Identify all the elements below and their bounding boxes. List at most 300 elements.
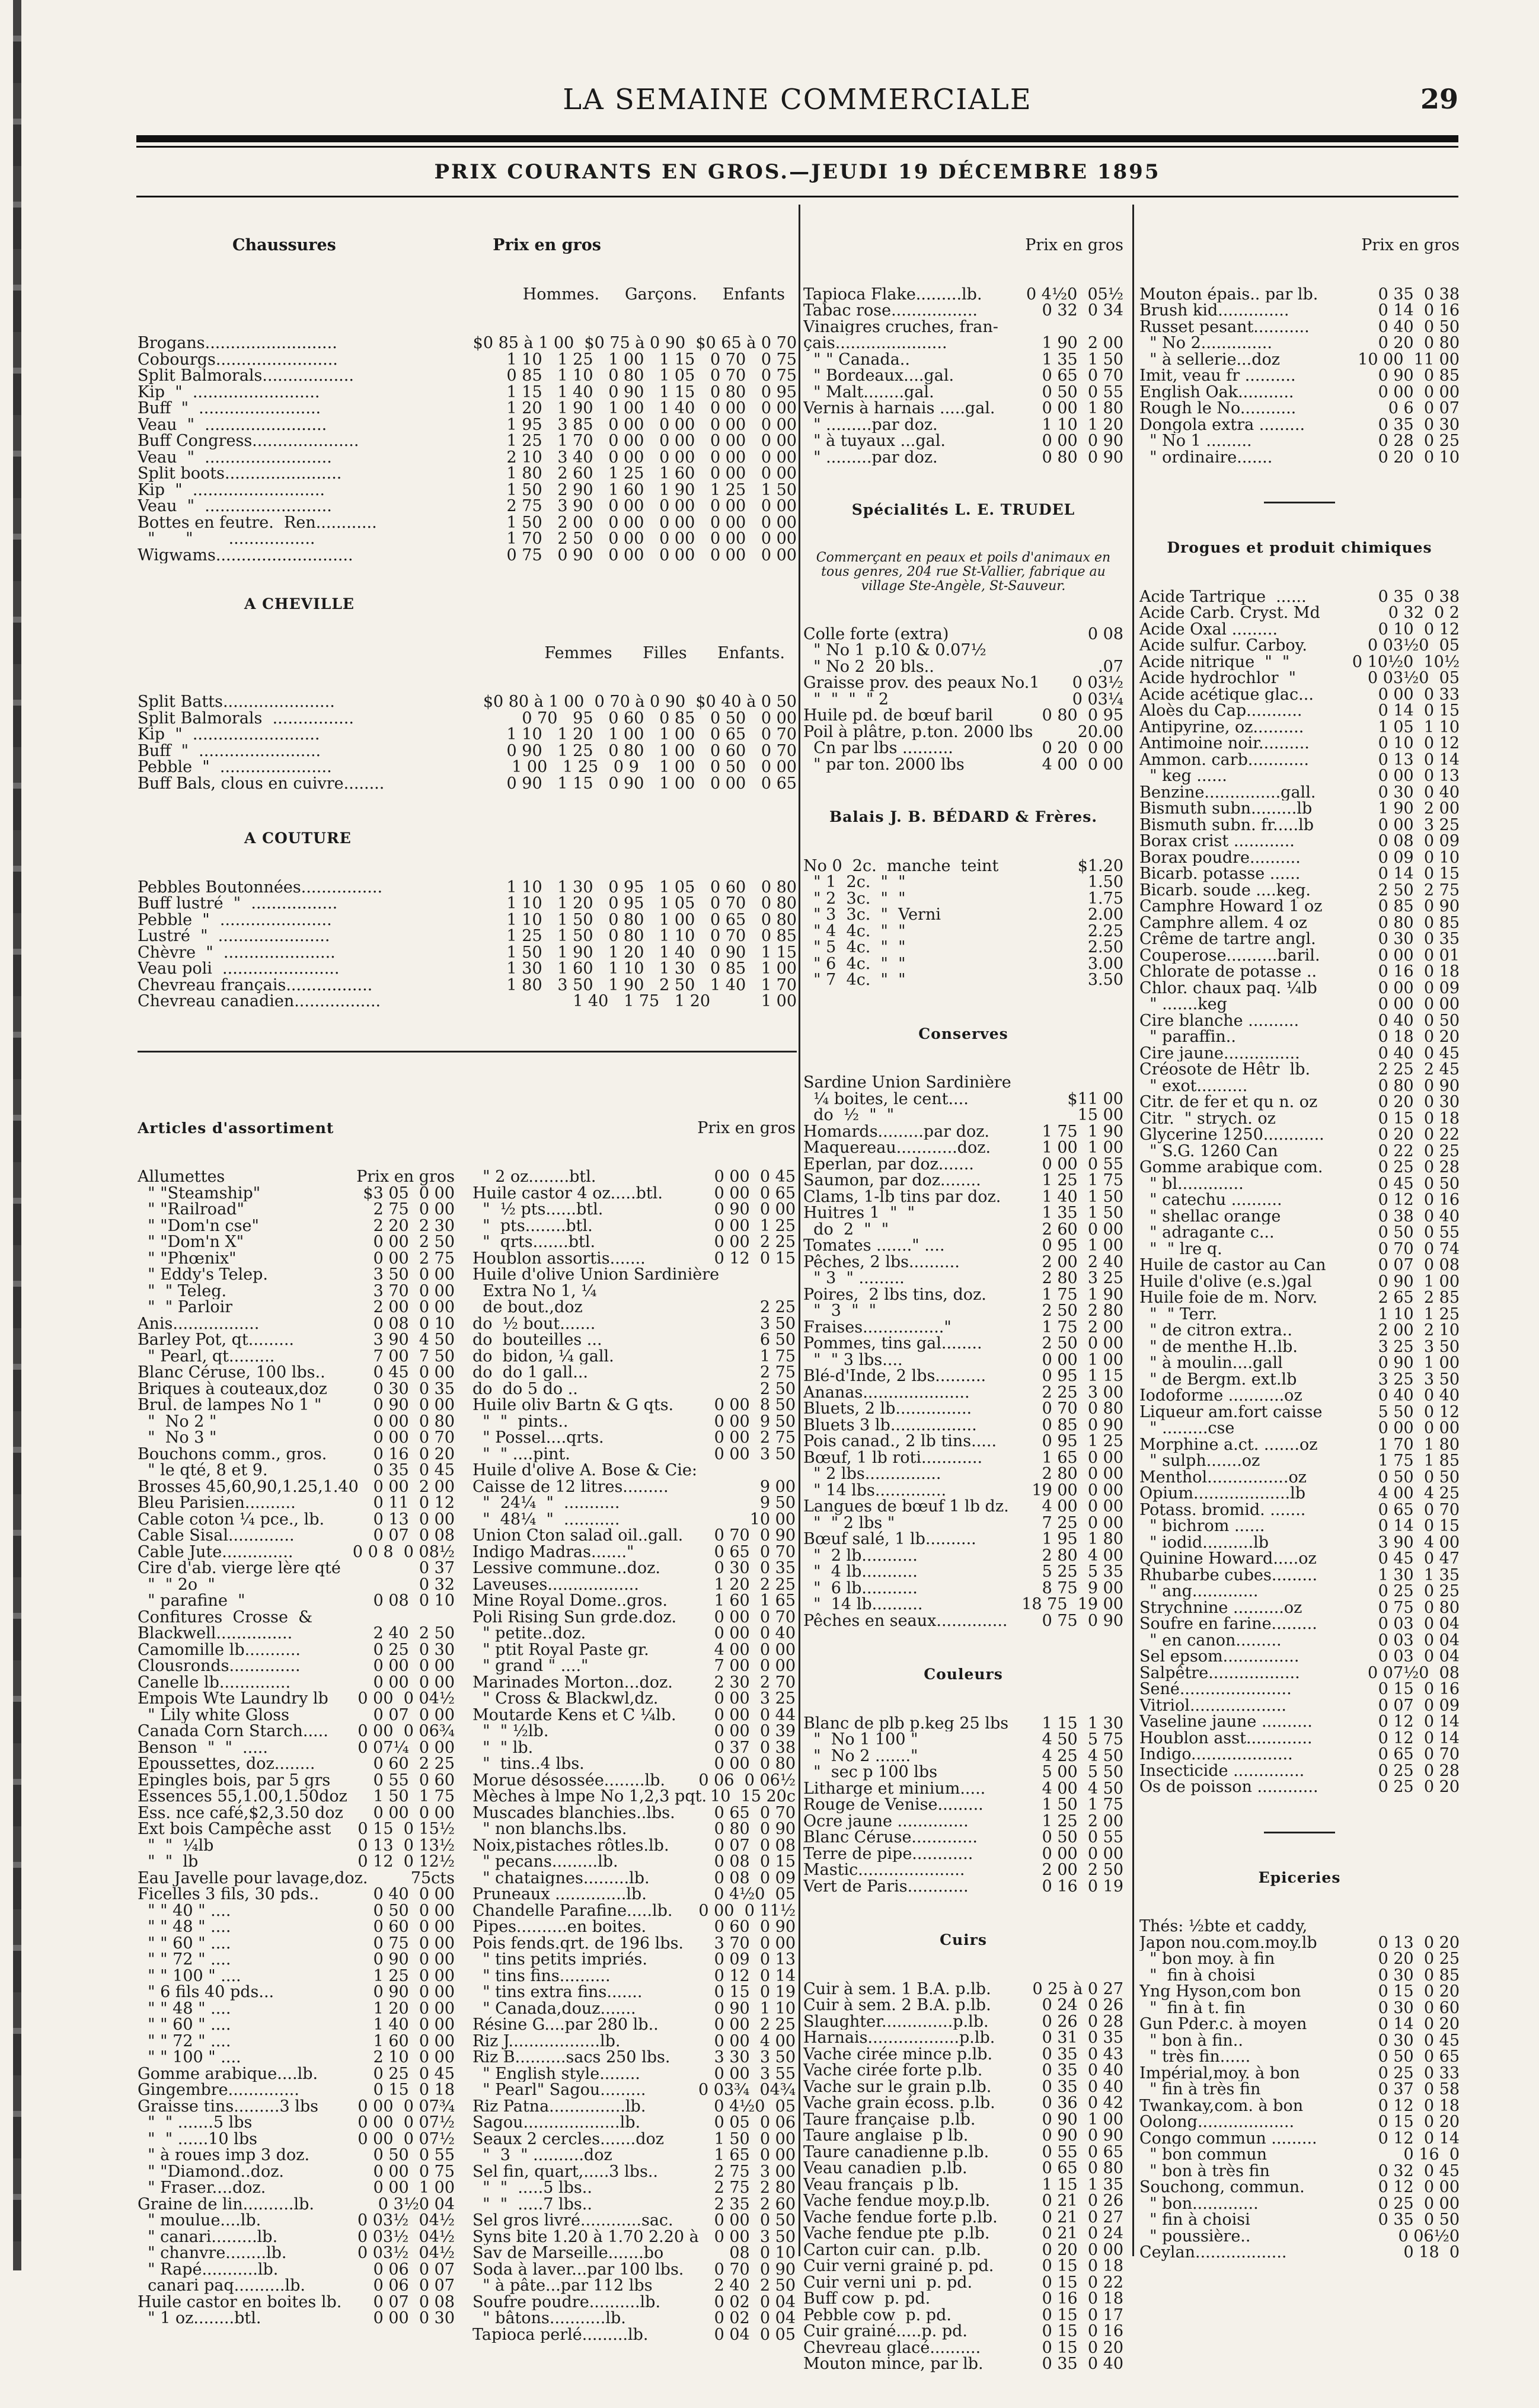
price-row bbox=[803, 2046, 1123, 2063]
item-name: do bidon, ¼ gall. bbox=[472, 1348, 614, 1364]
price-row bbox=[803, 2177, 1123, 2193]
item-name: Canelle lb.............. bbox=[138, 1674, 291, 1691]
item-name: Bluets 3 lb................. bbox=[803, 1417, 977, 1433]
price-row bbox=[803, 1221, 1123, 1238]
item-price: 0 6 0 07 bbox=[1388, 399, 1460, 417]
item-price: 1.50 bbox=[1087, 873, 1123, 891]
price-row bbox=[138, 945, 797, 961]
price-row bbox=[472, 2098, 796, 2115]
item-name: " Malt........gal. bbox=[803, 384, 934, 400]
item-name: " 3 " ..........doz bbox=[472, 2147, 612, 2164]
item-name: Veau " ......................... bbox=[138, 449, 332, 465]
item-name: " fin à très fin bbox=[1139, 2081, 1261, 2098]
item-name: Extra No 1, ¼ bbox=[472, 1283, 597, 1299]
price-row bbox=[138, 2001, 455, 2017]
price-row bbox=[1139, 687, 1460, 703]
item-name: " " pints.. bbox=[472, 1413, 569, 1430]
item-price: 0 90 0 85 bbox=[1378, 366, 1460, 385]
item-name: " " .......5 lbs bbox=[138, 2114, 253, 2131]
item-name: " " ½lb. bbox=[472, 1723, 549, 1740]
item-price: 0 80 0 85 bbox=[1378, 913, 1460, 932]
item-price: 2 25 bbox=[759, 1298, 796, 1316]
item-price: 0 00 0 07½ bbox=[357, 2129, 455, 2148]
item-name: Bismuth subn.........lb bbox=[1139, 800, 1313, 817]
price-row bbox=[138, 1446, 455, 1463]
item-price: 0 55 0 65 bbox=[1042, 2142, 1123, 2161]
item-price: 1 90 2 00 bbox=[1042, 334, 1123, 352]
item-price: 4 00 4 50 bbox=[1042, 1779, 1123, 1798]
item-price: 0 14 0 16 bbox=[1378, 301, 1460, 320]
price-row bbox=[1139, 1306, 1460, 1323]
price-row bbox=[803, 1548, 1123, 1564]
item-name: Anis................. bbox=[138, 1315, 260, 1332]
item-price: 0 09 0 13 bbox=[714, 1950, 796, 1969]
item-name: Slaughter..............p.lb. bbox=[803, 2013, 989, 2030]
item-name: " 6 fils 40 pds... bbox=[138, 1984, 274, 2001]
item-price: 0 90 0 90 bbox=[1042, 2126, 1123, 2145]
trudel-description: Commerçant en peaux et poils d'animaux en tous genres, 204 rue St-Vallier, fabrique au village Ste-Angèle, St-Sauveur. bbox=[816, 550, 1111, 594]
item-name: " en canon......... bbox=[1139, 1632, 1282, 1648]
item-name: " de Bergm. ext.lb bbox=[1139, 1371, 1297, 1388]
item-name: Buff " ........................ bbox=[138, 742, 321, 759]
item-name: " " ......10 lbs bbox=[138, 2130, 257, 2147]
item-name: " moulue....lb. bbox=[138, 2212, 261, 2229]
item-price: 1 10 1 20 bbox=[1042, 415, 1123, 434]
price-row bbox=[472, 1919, 796, 1935]
price-row bbox=[1139, 1013, 1460, 1029]
price-row bbox=[1139, 719, 1460, 736]
item-name: Poli Rising Sun grde.doz. bbox=[472, 1609, 677, 1625]
price-row bbox=[1139, 1437, 1460, 1453]
price-row bbox=[803, 2144, 1123, 2161]
item-price: 0 12 0 12½ bbox=[357, 1852, 455, 1871]
item-name: Mouton épais.. par lb. bbox=[1139, 286, 1318, 302]
item-price: 0 80 0 90 bbox=[1042, 448, 1123, 467]
chaussures-title: Chaussures bbox=[232, 236, 336, 254]
item-name: Cuir verni grainé p. pd. bbox=[803, 2258, 994, 2275]
item-name: " 48¼ " ........... bbox=[472, 1511, 620, 1527]
item-price: 2 50 0 00 bbox=[1042, 1334, 1123, 1353]
item-name: Pebble " ...................... bbox=[138, 911, 332, 928]
price-row bbox=[1139, 352, 1460, 368]
binding-edge bbox=[13, 0, 21, 2270]
price-row bbox=[1139, 931, 1460, 948]
item-price: 0 22 0 25 bbox=[1378, 1141, 1460, 1160]
item-price: 2 00 2 50 bbox=[1042, 1861, 1123, 1879]
item-name: Langues de bœuf 1 lb dz. bbox=[803, 1498, 1009, 1515]
item-name: Strychnine ..........oz bbox=[1139, 1599, 1302, 1616]
price-row bbox=[1139, 768, 1460, 784]
item-name: Kip " ......................... bbox=[138, 726, 320, 743]
price-row bbox=[1139, 1746, 1460, 1763]
item-name: Chèvre " ...................... bbox=[138, 944, 336, 961]
item-price: 2 80 3 25 bbox=[1042, 1269, 1123, 1287]
item-price: 0 40 0 40 bbox=[1378, 1386, 1460, 1405]
price-row bbox=[472, 1511, 796, 1528]
price-row bbox=[138, 1675, 455, 1691]
item-name: " à tuyaux ...gal. bbox=[803, 433, 946, 449]
price-row bbox=[803, 1385, 1123, 1401]
item-price: 0 25 0 20 bbox=[1378, 1778, 1460, 1796]
item-price: 0 35 0 40 bbox=[1042, 2061, 1123, 2080]
item-name: Camomille lb........... bbox=[138, 1641, 301, 1658]
item-price: 0 00 3 50 bbox=[714, 2227, 796, 2246]
item-name: Veau français p lb. bbox=[803, 2176, 959, 2193]
item-name: Buff lustré " ................. bbox=[138, 895, 338, 912]
item-price: 1 20 1 90 1 00 1 40 0 00 0 00 bbox=[506, 399, 797, 417]
item-name: Taure canadienne p.lb. bbox=[803, 2144, 989, 2160]
item-name: " "Steamship" bbox=[138, 1185, 261, 1201]
item-name: Tabac rose................. bbox=[803, 302, 978, 319]
item-price: 0 13 0 13½ bbox=[357, 1836, 455, 1855]
price-row bbox=[138, 1267, 455, 1283]
item-price: 0 00 2 00 bbox=[373, 1477, 455, 1496]
item-name: Pêches en seaux.............. bbox=[803, 1612, 1008, 1629]
item-price: 0 03½ 04½ bbox=[357, 2244, 455, 2262]
item-price: 0 00 0 00 bbox=[1042, 1844, 1123, 1863]
item-name: " " 72 " .... bbox=[138, 1951, 231, 1968]
price-row bbox=[138, 384, 797, 401]
price-row bbox=[803, 352, 1123, 368]
price-row bbox=[472, 1951, 796, 1968]
item-price: 0 50 0 55 bbox=[373, 2146, 455, 2164]
item-price: 0 00 0 44 bbox=[714, 1705, 796, 1724]
price-row bbox=[1139, 417, 1460, 433]
price-row bbox=[1139, 433, 1460, 449]
item-name: Pommes, tins gal........ bbox=[803, 1335, 982, 1352]
price-row bbox=[803, 691, 1123, 708]
item-price: 0 00 0 75 bbox=[373, 2162, 455, 2181]
price-row bbox=[1139, 1094, 1460, 1111]
price-row bbox=[138, 1625, 455, 1642]
item-price: 0 90 0 00 bbox=[373, 1950, 455, 1969]
price-row bbox=[138, 1234, 455, 1251]
price-row bbox=[803, 1303, 1123, 1319]
chaussures-table bbox=[138, 335, 797, 563]
price-row bbox=[138, 1316, 455, 1332]
item-name: Chevreau glacé.......... bbox=[803, 2339, 981, 2356]
item-name: " " ¼lb bbox=[138, 1837, 214, 1854]
item-price: $11 00 bbox=[1067, 1089, 1123, 1108]
price-row bbox=[803, 2095, 1123, 2112]
item-name: Résine G....par 280 lb.. bbox=[472, 2017, 659, 2033]
conserves-heading: Conserves bbox=[918, 1025, 1008, 1042]
item-name: Vache fendue moy.p.lb. bbox=[803, 2193, 991, 2209]
price-row bbox=[1139, 915, 1460, 932]
item-name: Chlorate de potasse .. bbox=[1139, 964, 1317, 980]
item-name: Gomme arabique....lb. bbox=[138, 2065, 318, 2082]
price-row bbox=[472, 1675, 796, 1691]
item-name: Brul. de lampes No 1 " bbox=[138, 1397, 322, 1414]
item-name: " sec p 100 lbs bbox=[803, 1764, 938, 1781]
price-row bbox=[138, 710, 797, 727]
drogues-table bbox=[1139, 589, 1460, 1795]
price-row bbox=[803, 1748, 1123, 1765]
price-row bbox=[1139, 948, 1460, 964]
item-price: 0 90 0 00 bbox=[373, 1983, 455, 2001]
section-rule bbox=[1264, 1832, 1335, 1833]
item-price: 0 32 0 2 bbox=[1388, 604, 1460, 622]
price-row bbox=[803, 1074, 1123, 1091]
price-row bbox=[472, 2001, 796, 2017]
price-row bbox=[138, 400, 797, 417]
item-price: 1 75 bbox=[759, 1347, 796, 1366]
item-name: Vache fendue forte p.lb. bbox=[803, 2209, 998, 2225]
price-row bbox=[472, 1609, 796, 1626]
item-name: Graisse prov. des peaux No.1 bbox=[803, 675, 1040, 691]
price-row bbox=[472, 1984, 796, 2001]
price-row bbox=[803, 2209, 1123, 2226]
item-name: " Fraser....doz. bbox=[138, 2180, 266, 2196]
header-rule-thick bbox=[136, 135, 1458, 142]
price-row bbox=[138, 1283, 455, 1300]
price-row bbox=[472, 1870, 796, 1887]
assortiment-table-1 bbox=[138, 1169, 455, 2327]
item-name: " tins..4 lbs. bbox=[472, 1756, 585, 1772]
item-name: Japon nou.com.moy.lb bbox=[1139, 1934, 1317, 1951]
price-row bbox=[472, 2066, 796, 2082]
item-price: 0 21 0 24 bbox=[1042, 2224, 1123, 2243]
item-price: 0 21 0 26 bbox=[1042, 2192, 1123, 2210]
price-row bbox=[1139, 1698, 1460, 1714]
item-name: " bon à fin.. bbox=[1139, 2032, 1243, 2049]
item-price: $3 05 0 00 bbox=[363, 1184, 455, 1203]
item-name: " à pâte...par 112 lbs bbox=[472, 2278, 653, 2294]
item-name: Brogans.......................... bbox=[138, 335, 337, 352]
item-name: Brosses 45,60,90,1.25,1.40 bbox=[138, 1478, 359, 1495]
item-price: 0 00 2 25 bbox=[714, 1233, 796, 1251]
price-row bbox=[472, 1886, 796, 1903]
item-price: 0 36 0 42 bbox=[1042, 2094, 1123, 2112]
price-row bbox=[1139, 319, 1460, 336]
item-price: 4 00 0 00 bbox=[1042, 755, 1123, 774]
item-price: 1 40 1 50 bbox=[1042, 1187, 1123, 1206]
assortiment-right bbox=[472, 1087, 796, 2376]
prix-title: Prix en gros bbox=[493, 236, 601, 254]
item-price: 3 30 3 50 bbox=[714, 2048, 796, 2066]
item-name: Cire jaune............... bbox=[1139, 1045, 1300, 1061]
price-row bbox=[472, 1723, 796, 1740]
item-price: 0 45 0 00 bbox=[373, 1363, 455, 1382]
drogues-heading: Drogues et produit chimiques bbox=[1167, 539, 1432, 556]
item-name: " " Teleg. bbox=[138, 1283, 227, 1299]
item-name: Crême de tartre angl. bbox=[1139, 931, 1316, 948]
price-row bbox=[803, 2062, 1123, 2079]
item-price: 0 08 0 15 bbox=[714, 1852, 796, 1871]
item-price: 0 00 0 00 bbox=[1378, 1419, 1460, 1437]
item-price: 0 85 0 90 bbox=[1042, 1415, 1123, 1434]
item-price: 2.00 bbox=[1087, 905, 1123, 924]
item-price: 0 25 0 45 bbox=[373, 2064, 455, 2083]
item-price: 0 35 0 30 bbox=[1378, 415, 1460, 434]
price-row bbox=[138, 1430, 455, 1446]
item-name: Souchong, commun. bbox=[1139, 2179, 1305, 2196]
item-name: Houblon assortis....... bbox=[472, 1250, 646, 1267]
item-name: " chanvre........lb. bbox=[138, 2245, 287, 2262]
price-row bbox=[1139, 2130, 1460, 2147]
price-row bbox=[138, 417, 797, 433]
price-row bbox=[472, 2262, 796, 2278]
price-row bbox=[803, 740, 1123, 757]
item-price: 0 32 0 34 bbox=[1042, 301, 1123, 320]
item-price: 0 00 2 50 bbox=[373, 1233, 455, 1251]
price-row bbox=[803, 1433, 1123, 1450]
item-name: " à moulin....gall bbox=[1139, 1355, 1283, 1372]
item-name: Twankay,com. à bon bbox=[1139, 2097, 1304, 2114]
item-price: 2 35 2 60 bbox=[714, 2195, 796, 2214]
item-name: Huile castor 4 oz.....btl. bbox=[472, 1185, 663, 1201]
item-price: $0 85 à 1 00 $0 75 à 0 90 $0 65 à 0 70 bbox=[472, 334, 797, 352]
item-name: Rhubarbe cubes......... bbox=[1139, 1567, 1318, 1583]
price-row bbox=[138, 465, 797, 482]
item-price: 1 25 1 75 bbox=[1042, 1171, 1123, 1189]
price-row bbox=[138, 368, 797, 384]
item-name: Pois canad., 2 lb tins..... bbox=[803, 1433, 997, 1450]
price-row bbox=[803, 400, 1123, 417]
item-name: Cuir à sem. 2 B.A. p.lb. bbox=[803, 1997, 991, 2014]
item-price: 0 14 0 15 bbox=[1378, 1517, 1460, 1535]
price-row bbox=[472, 2131, 796, 2148]
item-price: 2 80 0 00 bbox=[1042, 1465, 1123, 1483]
item-price: 0 95 1 25 bbox=[1042, 1432, 1123, 1450]
price-row bbox=[472, 1316, 796, 1332]
conserves-table bbox=[803, 1074, 1123, 1629]
item-price: 0 25 0 00 bbox=[1378, 2194, 1460, 2213]
item-name: Riz Patna...............lb. bbox=[472, 2098, 646, 2114]
item-name: Veau poli ....................... bbox=[138, 961, 340, 977]
item-name: Split Balmorals ................ bbox=[138, 710, 354, 726]
item-price: 0 95 1 15 bbox=[1042, 1367, 1123, 1385]
item-price: 0 30 0 35 bbox=[373, 1379, 455, 1398]
item-name: Couperose..........baril. bbox=[1139, 947, 1320, 964]
assortiment-prix-head: Prix en gros bbox=[697, 1118, 796, 1137]
item-price: 0 90 1 10 bbox=[714, 1999, 796, 2018]
item-name: Pruneaux ..............lb. bbox=[472, 1886, 647, 1903]
item-price: 0 07 0 08 bbox=[373, 1526, 455, 1545]
price-row bbox=[1139, 1290, 1460, 1306]
price-row bbox=[1139, 1935, 1460, 1951]
item-price: 1 50 1 75 bbox=[373, 1787, 455, 1806]
item-name: " 14 lb.......... bbox=[803, 1596, 923, 1613]
item-price: 0 15 0 22 bbox=[1042, 2273, 1123, 2292]
price-row bbox=[472, 1462, 796, 1479]
item-name: Riz B..........sacs 250 lbs. bbox=[472, 2049, 670, 2066]
item-price: 1 75 2 00 bbox=[1042, 1318, 1123, 1337]
page-number: 29 bbox=[1420, 83, 1458, 115]
item-name: " iodid..........lb bbox=[1139, 1534, 1269, 1551]
item-name: Tomates ......." .... bbox=[803, 1238, 945, 1254]
item-name: " tins petits impriés. bbox=[472, 1951, 647, 1968]
item-name: Kip " ......................... bbox=[138, 384, 320, 400]
item-price: 1.75 bbox=[1087, 889, 1123, 908]
price-row bbox=[472, 1788, 796, 1805]
item-name: Pois fends.qrt. de 196 lbs. bbox=[472, 1935, 684, 1951]
item-name: Buff Congress..................... bbox=[138, 433, 359, 449]
price-row bbox=[1139, 2163, 1460, 2180]
price-row bbox=[472, 1332, 796, 1348]
item-name: Quinine Howard.....oz bbox=[1139, 1551, 1317, 1567]
price-row bbox=[1139, 1535, 1460, 1551]
column-divider-2 bbox=[1132, 205, 1134, 2256]
price-row bbox=[1139, 2065, 1460, 2082]
item-price: 0 06 0 06½ bbox=[698, 1771, 796, 1790]
item-name: Blé-d'Inde, 2 lbs.......... bbox=[803, 1368, 986, 1385]
item-price: 0 00 0 90 bbox=[1042, 432, 1123, 450]
item-name: Clams, 1-lb tins par doz. bbox=[803, 1188, 1001, 1205]
price-row bbox=[1139, 1967, 1460, 1984]
item-name: Yng Hyson,com bon bbox=[1139, 1983, 1301, 2000]
item-name: Carton cuir can. p.lb. bbox=[803, 2241, 982, 2258]
item-price: 18 75 19 00 bbox=[1021, 1595, 1123, 1613]
item-name: Tapioca Flake.........lb. bbox=[803, 286, 982, 302]
price-row bbox=[803, 2307, 1123, 2324]
item-name: Buff " ........................ bbox=[138, 400, 321, 417]
item-name: Oolong................... bbox=[1139, 2114, 1295, 2130]
item-price: 2 25 2 45 bbox=[1378, 1060, 1460, 1079]
item-price: 0 90 1 00 bbox=[1378, 1272, 1460, 1291]
column-2 bbox=[803, 205, 1123, 2405]
item-name: Bicarb. soude ....keg. bbox=[1139, 882, 1311, 898]
price-row bbox=[138, 2196, 455, 2213]
price-row bbox=[803, 384, 1123, 401]
item-price: 0 06 0 07 bbox=[373, 2276, 455, 2295]
price-row bbox=[1139, 2000, 1460, 2017]
item-name: " .......keg bbox=[1139, 996, 1227, 1013]
item-name: do bouteilles ... bbox=[472, 1332, 602, 1348]
price-row bbox=[472, 2229, 796, 2246]
price-row bbox=[138, 759, 797, 776]
item-name: Canada Corn Starch..... bbox=[138, 1723, 328, 1740]
price-row bbox=[138, 776, 797, 792]
item-name: Cuir grainé.....p. pd. bbox=[803, 2323, 968, 2340]
item-name: Lessive commune..doz. bbox=[472, 1560, 660, 1577]
price-row bbox=[803, 335, 1123, 352]
item-name: Vernis à harnais .....gal. bbox=[803, 400, 995, 417]
item-price: 1 50 2 90 1 60 1 90 1 25 1 50 bbox=[506, 480, 797, 499]
item-name: do ½ bout....... bbox=[472, 1315, 596, 1332]
price-row bbox=[1139, 1355, 1460, 1372]
item-name: " " 60 " .... bbox=[138, 2017, 231, 2033]
item-price: 2 00 2 10 bbox=[1378, 1321, 1460, 1339]
item-price: 7 00 7 50 bbox=[373, 1347, 455, 1366]
item-price: 2 50 bbox=[759, 1379, 796, 1398]
item-price: 1 15 1 40 0 90 1 15 0 80 0 95 bbox=[506, 382, 797, 401]
item-name: Insecticide .............. bbox=[1139, 1762, 1305, 1779]
price-row bbox=[472, 1527, 796, 1544]
item-name: Cire blanche .......... bbox=[1139, 1012, 1299, 1029]
item-price: 0 15 0 20 bbox=[1042, 2338, 1123, 2357]
item-price: 0 65 0 80 bbox=[1042, 2159, 1123, 2177]
price-row bbox=[138, 1609, 455, 1626]
item-name: Laveuses.................. bbox=[472, 1576, 639, 1593]
price-row bbox=[803, 1417, 1123, 1434]
price-row bbox=[472, 1446, 796, 1463]
price-row bbox=[472, 2180, 796, 2196]
item-price: 0 50 0 65 bbox=[1378, 2047, 1460, 2066]
price-row bbox=[803, 2340, 1123, 2356]
page-header bbox=[136, 83, 1458, 125]
price-row bbox=[138, 726, 797, 743]
publication-title: LA SEMAINE COMMERCIALE bbox=[563, 83, 1032, 116]
cheville-table bbox=[138, 694, 797, 792]
price-row bbox=[138, 1593, 455, 1609]
assortiment-left bbox=[138, 1087, 455, 2376]
item-name: " " Terr. bbox=[1139, 1306, 1218, 1322]
item-price: 1 50 1 90 1 20 1 40 0 90 1 15 bbox=[506, 943, 797, 962]
item-price: 4 00 0 00 bbox=[1042, 1497, 1123, 1516]
item-name: " "Diamond..doz. bbox=[138, 2163, 285, 2180]
price-row bbox=[803, 1238, 1123, 1254]
